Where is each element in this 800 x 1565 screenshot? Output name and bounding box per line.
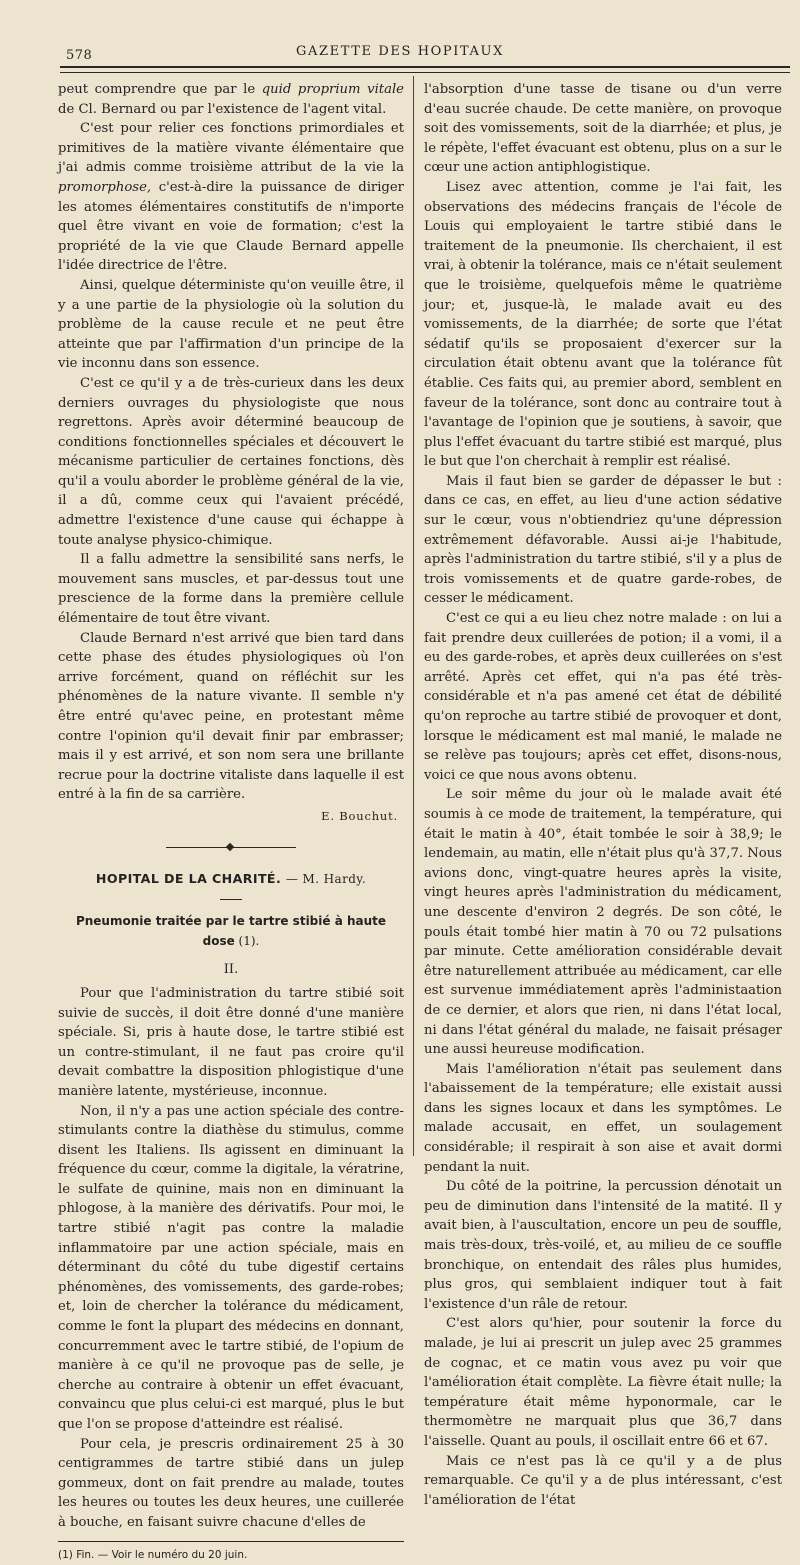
paragraph: C'est alors qu'hier, pour soutenir la force du malade, je lui ai prescrit un julep avec 25 grammes de cognac, et ce matin vous avez pu voir que l'amélioration était complète. La fièvre était nulle; la température était même hyponormale, car le thermomètre ne marquait plus que 36,7 dans l'aisselle. Quant au pouls, il oscillait entre 66 et 67. <box>424 1316 782 1449</box>
paragraph: Mais il faut bien se garder de dépasser le but : dans ce cas, en effet, au lieu d'une action sédative sur le cœur, vous n'obtiendriez qu'une dépression extrêmement défavorable. Aussi ai-je l'habitude, après l'administration du tartre stibié, s'il y a plus de trois vomissements et de quatre garde-robes, de cesser le médicament. <box>424 473 782 607</box>
footnote-rule <box>58 1541 404 1542</box>
paragraph: C'est pour relier ces fonctions primordiales et primitives de la matière vivante élémentaire que j'ai admis comme troisième attribut de la vie la promorphose, c'est-à-dire la puissance de diriger les atomes élémentaires constitutifs de n'importe quel être vivant en voie de formation; c'est la propriété de la vie que Claude Bernard appelle l'idée directrice de l'être. <box>58 121 404 274</box>
header-rule-thin <box>60 72 790 73</box>
paragraph: Ainsi, quelque déterministe qu'on veuille être, il y a une partie de la physiologie où la solution du problème de la cause recule et ne peut être atteinte que par l'affirmation d'un principe de la vie inconnu dans son essence. <box>58 277 404 372</box>
emphasis: quid proprium vitale <box>261 82 404 97</box>
article-title: Pneumonie traitée par le tartre stibié à haute dose (1). <box>75 914 387 948</box>
paragraph: Mais l'amélioration n'était pas seulement dans l'abaissement de la température; elle existait aussi dans les signes locaux et dans les symptômes. Le malade accusait, en effet, un soulagement considérable; il respirait à son aise et avait dormi pendant la nuit. <box>424 1061 782 1175</box>
author-signature: E. Bouchut. <box>321 808 398 823</box>
paragraph: Pour que l'administration du tartre stibié soit suivie de succès, il doit être donné d'une manière spéciale. Si, pris à haute dose, le tartre stibié est un contre-stimulant, il ne faut pas croire qu'il devait combattre la disposition phlogistique d'une manière latente, mystérieuse, inconnue. <box>58 985 404 1099</box>
paragraph: Claude Bernard n'est arrivé que bien tard dans cette phase des études physiologiques où l'on arrive forcément, quand on réfléchit sur les phénomènes de la nature vivante. Il semble n'y être entré qu'avec peine, en protestant même contre l'opinion qu'il devait finir par embrasser; mais il y est arrivé, et son nom sera une brillante recrue pour la doctrine vitaliste dans laquelle il est entré à la fin de sa carrière. <box>58 630 404 803</box>
paragraph: Non, il n'y a pas une action spéciale des contre-stimulants contre la diathèse du stimulus, comme disent les Italiens. Ils agissent en diminuant la fréquence du cœur, comme la digitale, la vératrine, le sulfate de quinine, mais non en diminuant la phlogose, à la manière des dérivatifs. Pour moi, le tartre stibié n'agit pas contre la maladie inflammatoire par une action spéciale, mais en déterminant du côté du tube digestif certains phénomènes, des vomissements, des garde-robes; et, loin de chercher la tolérance du médicament, comme le font la plupart des médecins en donnant, concurremment avec le tartre stibié, de l'opium de manière à ce qu'il ne provoque pas de selle, je cherche au contraire à obtenir un effet évacuant, convaincu que plus celui-ci est marqué, plus le but que l'on se propose d'atteindre est réalisé. <box>58 1103 404 1432</box>
section-heading: HOPITAL DE LA CHARITÉ. — M. Hardy. <box>95 870 367 886</box>
page-number: 578 <box>66 48 93 63</box>
emphasis: promorphose, <box>58 179 152 195</box>
header-rule <box>60 66 790 68</box>
paragraph: l'absorption d'une tasse de tisane ou d'un verre d'eau sucrée chaude. De cette manière, on provoque soit des vomissements, soit de la diarrhée; et plus, je le répète, l'effet évacuant est obtenu, plus on a sur le cœur une action antiphlogistique. <box>424 82 782 176</box>
part-number: II. <box>223 962 239 978</box>
paragraph: Lisez avec attention, comme je l'ai fait, les observations des médecins français de l'école de Louis qui employaient le tartre stibié dans le traitement de la pneumonie. Ils cherchaient, il est vrai, à obtenir la tolérance, mais ce n'était seulement que le troisième, quelquefois même le quatrième jour; et, jusque-là, le malade avait eu des vomissements, de la diarrhée; de sorte que l'état sédatif qu'ils se proposaient d'exercer sur la circulation était obtenu avant que la tolérance fût établie. Ces faits qui, au premier abord, semblent en faveur de la tolérance, sont donc au contraire tout à l'avantage de l'opinion que je soutiens, à savoir, que plus l'effet évacuant du tartre stibié est marqué, plus le but que l'on cherchait à remplir est réalisé. <box>424 179 782 470</box>
left-column <box>58 80 404 1565</box>
paragraph: Le soir même du jour où le malade avait été soumis à ce mode de traitement, la température, qui était le matin à 40°, était tombée le soir à 38,9; le lendemain, au matin, elle n'était plus qu'à 37,7. Nous avions donc, vingt-quatre heures après la visite, vingt heures après l'administration du médicament, une descente d'environ 2 degrés. De son côté, le pouls était tombé hier matin à 70 ou 72 pulsations par minute. Cette amélioration considérable devait être naturellement attribuée au médicament, car elle est survenue immédiatement après l'administaation de ce dernier, et alors que rien, ni dans l'état local, ni dans l'état général du malade, ne faisait présager une aussi heureuse modification. <box>424 787 782 1058</box>
right-column <box>424 80 782 1510</box>
paragraph: Il a fallu admettre la sensibilité sans nerfs, le mouvement sans muscles, et par-dessus tout une prescience de la forme dans la première cellule élémentaire de tout être vivant. <box>58 552 404 627</box>
short-rule <box>220 899 242 900</box>
footnote: (1) Fin. — Voir le numéro du 20 juin. <box>58 1548 248 1561</box>
paragraph: Pour cela, je prescris ordinairement 25 à 30 centigrammes de tartre stibié dans un julep gommeux, dont on fait prendre au malade, toutes les heures ou toutes les deux heures, une cuillerée à bouche, en faisant suivre chacune d'elles de <box>58 1436 404 1530</box>
paragraph: Du côté de la poitrine, la percussion dénotait un peu de diminution dans l'intensité de la matité. Il y avait bien, à l'auscultation, encore un peu de souffle, mais très-doux, très-voilé, et, au milieu de ce souffle bronchique, on entendait des râles plus humides, plus gros, qui semblaient indiquer tout à fait l'existence d'un râle de retour. <box>424 1179 782 1312</box>
paragraph: C'est ce qui a eu lieu chez notre malade : on lui a fait prendre deux cuillerées de potion; il a vomi, il a eu des garde-robes, et après deux cuillerées on s'est arrêté. Après cet effet, qui n'a pas été très-considérable et n'a pas amené cet état de débilité qu'on reproche au tartre stibié de provoquer et dont, lorsque le médicament est mal manié, le malade ne se relève pas toujours; après cet effet, disons-nous, voici ce que nous avons obtenu. <box>424 611 782 783</box>
section-separator <box>166 843 296 851</box>
column-divider <box>413 76 414 1156</box>
running-title: GAZETTE DES HOPITAUX <box>296 44 504 59</box>
paragraph: Mais ce n'est pas là ce qu'il y a de plus remarquable. Ce qu'il y a de plus intéressant, c'est l'amélioration de l'état <box>424 1453 782 1508</box>
footnote-ref: (1). <box>234 933 260 948</box>
section-author: — M. Hardy. <box>285 871 367 886</box>
paragraph: C'est ce qu'il y a de très-curieux dans les deux derniers ouvrages du physiologiste que nous regrettons. Après avoir déterminé beaucoup de conditions fonctionnelles spéciales et découvert le mécanisme particulier de certaines fonctions, dès qu'il a voulu aborder le problème général de la vie, il a dû, comme ceux qui l'avaient précédé, admettre l'existence d'une cause qui échappe à toute analyse physico-chimique. <box>58 375 404 548</box>
paragraph: peut comprendre que par le quid proprium vitale de Cl. Bernard ou par l'existence de l'agent vital. <box>58 82 404 117</box>
